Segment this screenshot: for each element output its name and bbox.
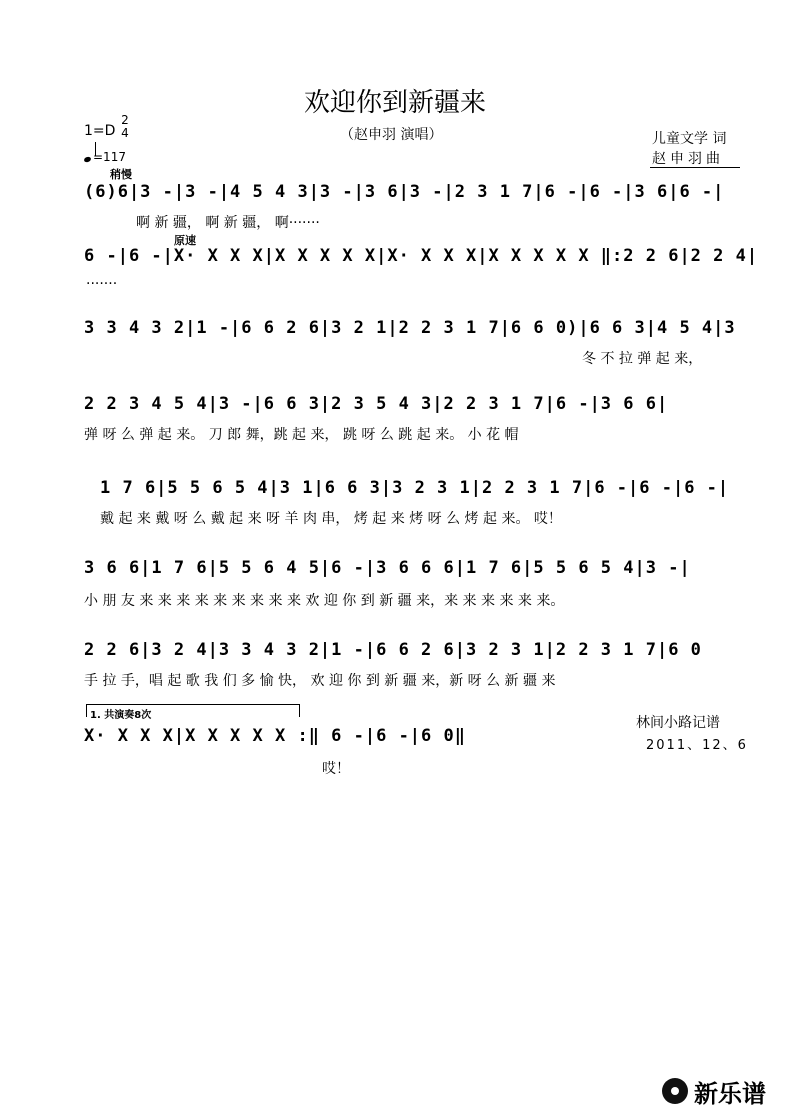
quarter-note-icon: [83, 156, 91, 163]
notation-line-2: 6 -|6 -|X· X X X|X X X X X|X· X X X|X X X X X ‖:2 2 6|2 2 4|: [84, 246, 759, 266]
notation-line-7: 2 2 6|3 2 4|3 3 4 3 2|1 -|6 6 2 6|3 2 3 1|2 2 3 1 7|6 0: [84, 640, 702, 660]
notation-line-4: 2 2 3 4 5 4|3 -|6 6 3|2 3 5 4 3|2 2 3 1 7|6 -|3 6 6|: [84, 394, 669, 414]
lyrics-line-6: 小 朋 友 来 来 来 来 来 来 来 来 来 欢 迎 你 到 新 疆 来，来 来 来 来 来 来。: [84, 593, 565, 609]
composer-credit: 赵申羽曲: [652, 151, 724, 167]
lyrics-line-4: 弹 呀 么 弹 起 来。 刀 郎 舞，跳 起 来， 跳 呀 么 跳 起 来。 小 花 帽: [84, 427, 519, 443]
page-title: 欢迎你到新疆来: [303, 88, 486, 118]
original-speed-marking: 原速: [174, 234, 196, 247]
tempo-marking: [84, 150, 126, 164]
transcriber-credit: 林间小路记谱: [636, 715, 720, 731]
time-signature-bottom: 4: [121, 126, 129, 140]
notation-line-8: X· X X X|X X X X X :‖ 6 -|6 -|6 0‖: [84, 726, 466, 746]
time-signature-top: 2: [121, 113, 129, 127]
notation-line-1: (6)6|3 -|3 -|4 5 4 3|3 -|3 6|3 -|2 3 1 7|6 -|6 -|3 6|6 -|: [84, 182, 725, 202]
notation-line-3: 3 3 4 3 2|1 -|6 6 2 6|3 2 1|2 2 3 1 7|6 6 0)|6 6 3|4 5 4|3: [84, 318, 736, 338]
lyrics-line-7: 手 拉 手，唱 起 歌 我 们 多 愉 快， 欢 迎 你 到 新 疆 来，新 呀 么 新 疆 来: [84, 673, 556, 689]
lyrics-line-5: 戴 起 来 戴 呀 么 戴 起 来 呀 羊 肉 串， 烤 起 来 烤 呀 么 烤 起 来。 哎！: [100, 511, 562, 527]
lyrics-line-2: ·······: [86, 276, 118, 292]
lyrics-line-1: 啊 新 疆， 啊 新 疆， 啊·······: [136, 215, 320, 231]
disc-logo-icon: [662, 1078, 688, 1104]
time-signature: [118, 114, 132, 140]
notation-line-5: 1 7 6|5 5 6 5 4|3 1|6 6 3|3 2 3 1|2 2 3 1 7|6 -|6 -|6 -|: [100, 478, 730, 498]
lyrics-line-3: 冬 不 拉 弹 起 来，: [582, 351, 703, 367]
tempo-value: =117: [93, 150, 126, 164]
repeat-instruction: 1. 共演奏8次: [90, 710, 152, 721]
slightly-slow-marking: 稍慢: [110, 168, 132, 181]
notation-line-6: 3 6 6|1 7 6|5 5 6 4 5|6 -|3 6 6 6|1 7 6|5 5 6 5 4|3 -|: [84, 558, 691, 578]
lyricist-credit: 儿童文学 词: [652, 131, 727, 147]
watermark-logo: 新乐谱: [694, 1080, 766, 1108]
performer-subtitle: （赵申羽 演唱）: [340, 127, 443, 143]
key-signature: 1=D: [84, 123, 116, 139]
transcription-date: 2011、12、6: [646, 738, 748, 753]
credit-underline: [650, 167, 740, 168]
lyrics-line-8: 哎！: [322, 761, 350, 777]
